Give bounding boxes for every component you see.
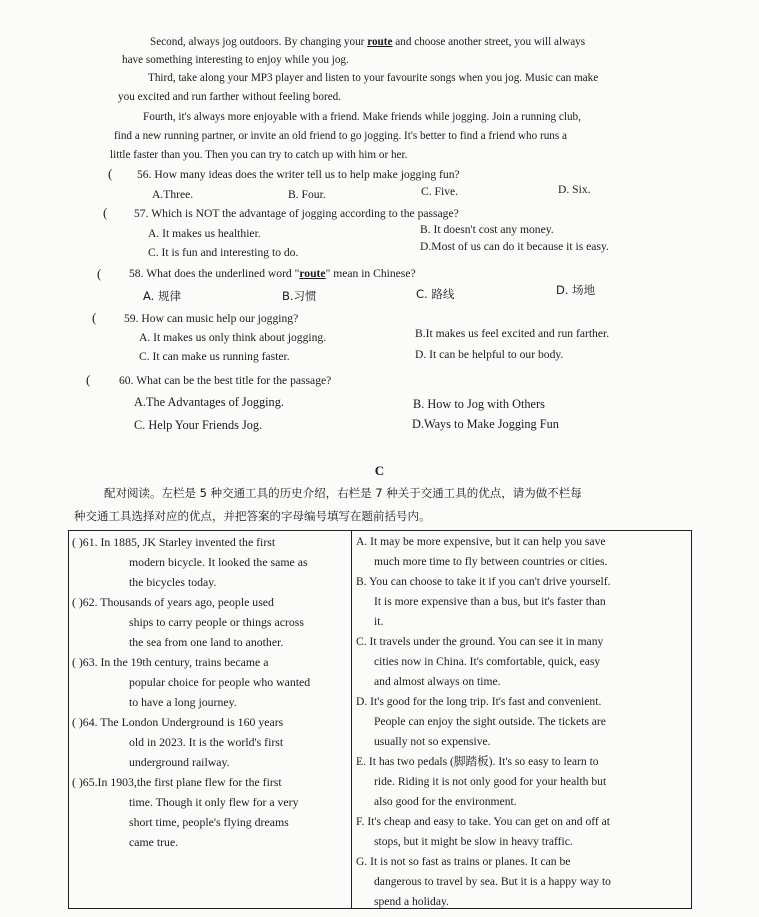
question-56: 56. How many ideas does the writer tell us to help make jogging fun?: [137, 168, 460, 181]
right-item-b: B. You can choose to take it if you can't drive yourself. It is more expensive than a bus, but it's faster than it.: [356, 575, 611, 628]
q59-option-b[interactable]: B.It makes us feel excited and run farther.: [415, 327, 610, 340]
passage-line-1: Second, always jog outdoors. By changing your route and choose another street, you will always: [150, 36, 586, 48]
question-58: 58. What does the underlined word "route" mean in Chinese?: [129, 267, 416, 280]
q56-option-a[interactable]: A.Three.: [152, 188, 194, 201]
passage-line-7: little faster than you. Then you can try to catch up with him or her.: [110, 149, 408, 161]
q60-option-a[interactable]: A.The Advantages of Jogging.: [134, 395, 284, 409]
left-column: [72, 532, 352, 852]
passage-line-2: have something interesting to enjoy while you jog.: [122, 54, 349, 66]
left-item-61[interactable]: ( )61. In 1885, JK Starley invented the first modern bicycle. It looked the same as the bicycles today.: [72, 535, 308, 589]
right-column: [356, 532, 690, 912]
q56-option-c[interactable]: C. Five.: [421, 185, 459, 198]
q56-option-b[interactable]: B. Four.: [288, 188, 326, 201]
q57-option-a[interactable]: A. It makes us healthier.: [148, 227, 261, 240]
instructions-line-2: 种交通工具选择对应的优点，并把答案的字母编号填写在题前括号内。: [74, 509, 431, 523]
left-item-63[interactable]: ( )63. In the 19th century, trains became a popular choice for people who wanted to have a long journey.: [72, 655, 311, 709]
left-item-64[interactable]: ( )64. The London Underground is 160 years old in 2023. It is the world's first underground railway.: [72, 715, 284, 769]
answer-paren-58[interactable]: (: [97, 266, 102, 281]
right-item-c: C. It travels under the ground. You can see it in many cities now in China. It's comfortable, quick, easy and almost always on time.: [356, 635, 604, 688]
q59-option-d[interactable]: D. It can be helpful to our body.: [415, 348, 564, 361]
passage-line-6: find a new running partner, or invite an old friend to go jogging. It's better to find a friend who runs a: [114, 130, 567, 142]
passage-line-3: Third, take along your MP3 player and listen to your favourite songs when you jog. Music can make: [148, 72, 599, 84]
question-57: 57. Which is NOT the advantage of jogging according to the passage?: [134, 207, 459, 220]
q57-option-c[interactable]: C. It is fun and interesting to do.: [148, 246, 299, 259]
q59-option-a[interactable]: A. It makes us only think about jogging.: [139, 331, 327, 344]
q58-option-b[interactable]: B.习惯: [282, 289, 317, 303]
passage-line-4: you excited and run farther without feeling bored.: [118, 91, 342, 103]
passage-line-5: Fourth, it's always more enjoyable with a friend. Make friends while jogging. Join a running club,: [143, 111, 581, 123]
q58-option-c[interactable]: C. 路线: [416, 287, 455, 301]
q57-option-d[interactable]: D.Most of us can do it because it is easy.: [420, 240, 609, 253]
answer-paren-60[interactable]: (: [86, 372, 91, 387]
q58-option-a[interactable]: A. 规律: [143, 289, 181, 303]
q57-option-b[interactable]: B. It doesn't cost any money.: [420, 223, 554, 236]
right-item-e: E. It has two pedals (脚踏板). It's so easy to learn to ride. Riding it is not only good for your health but also good for the environment.: [356, 755, 607, 808]
q58-option-d[interactable]: D. 场地: [556, 283, 596, 297]
answer-paren-57[interactable]: (: [103, 205, 108, 220]
q60-option-b[interactable]: B. How to Jog with Others: [413, 397, 545, 411]
instructions-line-1: 配对阅读。左栏是 5 种交通工具的历史介绍，右栏是 7 种关于交通工具的优点，请为做不栏每: [104, 486, 582, 500]
answer-paren-56[interactable]: (: [108, 166, 113, 181]
right-item-d: D. It's good for the long trip. It's fast and convenient. People can enjoy the sight outside. The tickets are usually not so expensive.: [356, 695, 606, 748]
question-59: 59. How can music help our jogging?: [124, 312, 299, 325]
right-item-a: A. It may be more expensive, but it can help you save much more time to fly between countries or cities.: [356, 535, 608, 568]
underlined-word-route: route: [367, 36, 393, 48]
right-item-g: G. It is not so fast as trains or planes. It can be dangerous to travel by sea. But it is a happy way to spend a holiday.: [356, 855, 611, 908]
q60-option-d[interactable]: D.Ways to Make Jogging Fun: [412, 417, 559, 431]
q56-option-d[interactable]: D. Six.: [558, 183, 591, 196]
left-item-65[interactable]: ( )65.In 1903,the first plane flew for the first time. Though it only flew for a very short time, people's flying dreams came true.: [72, 775, 299, 849]
q60-option-c[interactable]: C. Help Your Friends Jog.: [134, 418, 263, 432]
right-item-f: F. It's cheap and easy to take. You can get on and off at stops, but it might be slow in heavy traffic.: [356, 815, 611, 848]
left-item-62[interactable]: ( )62. Thousands of years ago, people used ships to carry people or things across the sea from one land to another.: [72, 595, 304, 649]
section-title-c: C: [374, 463, 385, 478]
answer-paren-59[interactable]: (: [92, 310, 97, 325]
question-60: 60. What can be the best title for the passage?: [119, 374, 332, 387]
q59-option-c[interactable]: C. It can make us running faster.: [139, 350, 290, 363]
